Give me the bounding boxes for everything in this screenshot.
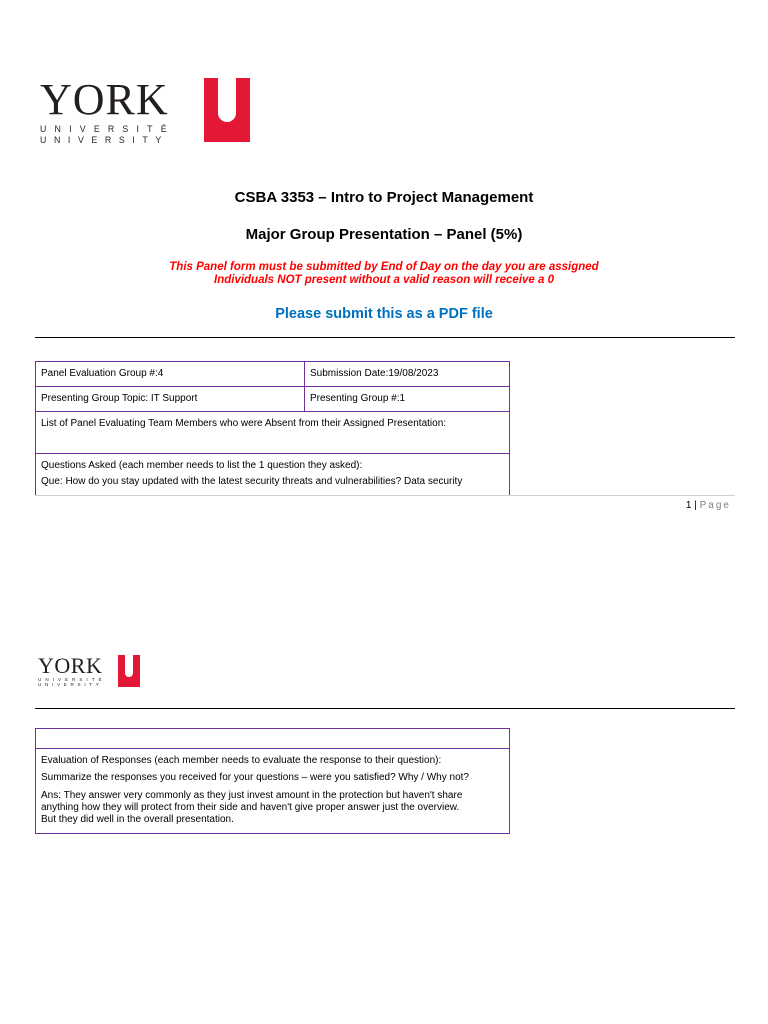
evaluation-table (35, 728, 510, 834)
logo-wordmark: YORK (38, 653, 103, 678)
page-number-value: 1 (685, 500, 692, 511)
logo-line-universite: UNIVERSITÉ (40, 124, 175, 134)
page-number-separator: | (691, 500, 700, 511)
answer-line-3: But they did well in the overall presentation. (41, 814, 234, 825)
answer-line-2: anything how they will protect from their side and haven't give proper answer just the overview. (41, 802, 460, 813)
summary-prompt: Summarize the responses you received for your questions – were you satisfied? Why / Why not? (41, 772, 469, 783)
evaluation-label: Evaluation of Responses (each member needs to evaluate the response to their question): (41, 755, 442, 766)
logo-u-icon-cutout (218, 78, 236, 122)
divider (35, 708, 735, 709)
questions-label: Questions Asked (each member needs to list the 1 question they asked): (41, 460, 363, 471)
logo-line-university: UNIVERSITY (40, 135, 169, 145)
york-university-logo-small (38, 655, 140, 689)
page-label: Page (699, 500, 731, 511)
divider (35, 337, 735, 338)
question-text: Que: How do you stay updated with the latest security threats and vulnerabilities? Data security (41, 476, 463, 487)
panel-group-cell: Panel Evaluation Group #:4 (41, 368, 164, 379)
york-university-logo (40, 75, 250, 145)
page-number (686, 500, 731, 511)
submission-date-cell: Submission Date:19/08/2023 (310, 368, 439, 379)
presenting-topic-cell: Presenting Group Topic: IT Support (41, 393, 198, 404)
panel-form-table (35, 361, 510, 496)
course-title: CSBA 3353 – Intro to Project Management (234, 189, 534, 206)
logo-line-university: UNIVERSITY (38, 682, 103, 687)
presentation-title: Major Group Presentation – Panel (5%) (245, 226, 523, 243)
submission-notice: This Panel form must be submitted by End of Day on the day you are assigned (169, 261, 599, 273)
pdf-submit-note: Please submit this as a PDF file (275, 306, 493, 322)
presenting-group-cell: Presenting Group #:1 (310, 393, 406, 404)
footer-divider (35, 495, 735, 496)
answer-line-1: Ans: They answer very commonly as they just invest amount in the protection but haven't share (41, 790, 463, 801)
logo-line-universite: UNIVERSITÉ (38, 677, 106, 682)
absence-notice: Individuals NOT present without a valid reason will receive a 0 (214, 274, 554, 286)
logo-u-icon-cutout (125, 655, 133, 677)
logo-wordmark: YORK (40, 75, 169, 124)
absent-members-cell: List of Panel Evaluating Team Members who were Absent from their Assigned Presentation: (41, 418, 447, 429)
